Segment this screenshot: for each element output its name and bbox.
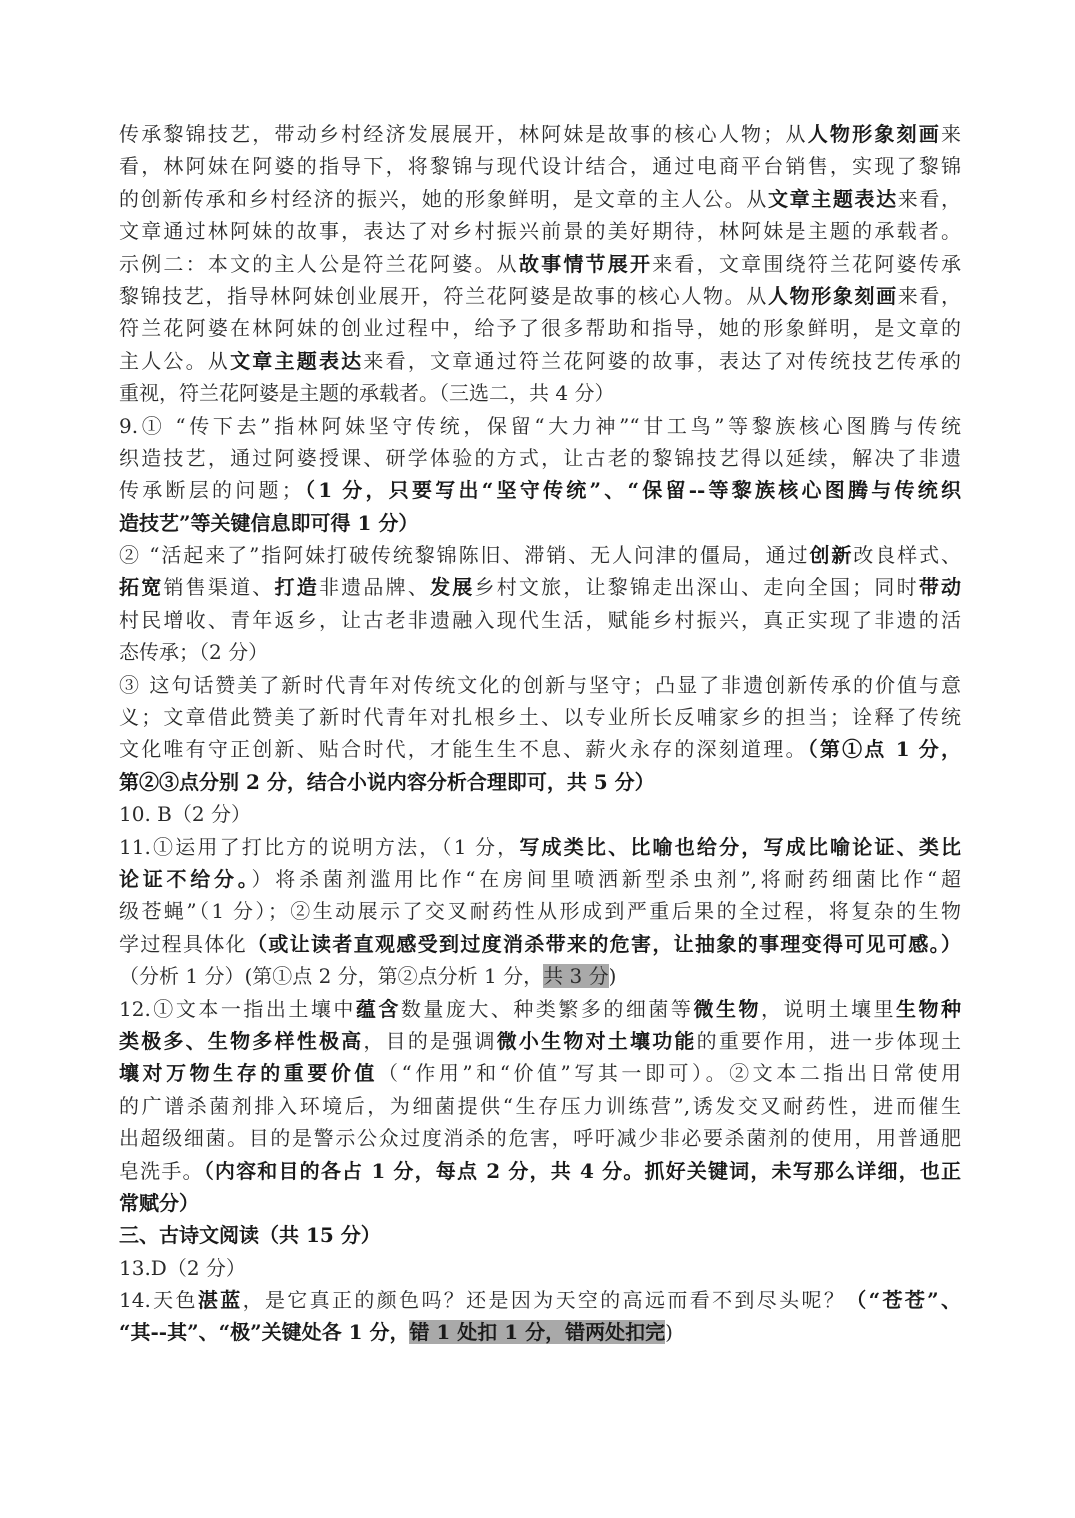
bold-text: 壤对万物生存的重要价值 <box>119 1061 378 1086</box>
bold-text: 微生物 <box>693 996 761 1021</box>
bold-text: 拓宽 <box>119 575 164 600</box>
bold-text: 论证不给分。 <box>119 866 252 891</box>
text-line <box>119 831 961 863</box>
text-segment: 的广谱杀菌剂排入环境后，为细菌提供“生存压力训练营”,诱发交叉耐药性，进而催生 <box>119 1093 961 1118</box>
bold-text: 创新 <box>809 543 854 568</box>
bold-text: （或让读者直观感受到过度消杀带来的危害，让抽象的事理变得可见可感。） <box>247 931 961 956</box>
text-segment: 传承断层的问题； <box>119 478 302 503</box>
text-segment: ，是它真正的颜色吗？还是因为天空的高远而看不到尽头呢？ <box>242 1288 847 1313</box>
text-segment: 看，林阿妹在阿婆的指导下，将黎锦与现代设计结合，通过电商平台销售，实现了黎锦 <box>119 154 961 179</box>
text-segment: 示例二：本文的主人公是符兰花阿婆。从 <box>119 251 519 276</box>
text-line <box>119 798 961 830</box>
text-segment: ② “活起来了”指阿妹打破传统黎锦陈旧、滞销、无人问津的僵局，通过 <box>119 543 810 568</box>
text-segment: （“作用”和“价值”写其一即可）。②文本二指出日常使用 <box>377 1061 962 1086</box>
text-segment: 来看，文章通过符兰花阿婆的故事，表达了对传统技艺传承的 <box>363 348 962 373</box>
text-line <box>119 442 961 474</box>
text-line <box>119 960 961 992</box>
bold-text: 故事情节展开 <box>518 251 653 276</box>
text-segment: 乡村文旅，让黎锦走出深山、走向全国；同时 <box>474 575 919 600</box>
bold-text: 带动 <box>918 575 962 600</box>
text-line <box>119 150 961 182</box>
text-segment: 的重要作用，进一步体现土 <box>696 1028 962 1053</box>
bold-text: 三、古诗文阅读（共 15 分） <box>119 1223 381 1248</box>
text-segment: 来看，文章围绕符兰花阿婆传承 <box>652 251 962 276</box>
text-segment: ，目的是强调 <box>363 1028 497 1053</box>
text-segment: （分析 1 分）(第①点 2 分，第②点分析 1 分， <box>119 964 544 989</box>
text-line <box>119 345 961 377</box>
bold-text: 发展 <box>430 575 475 600</box>
text-line <box>119 1122 961 1154</box>
text-segment: 出超级细菌。目的是警示公众过度消杀的危害，呼吁减少非必要杀菌剂的使用，用普通肥 <box>119 1126 961 1151</box>
bold-text: （1 分，只要写出“坚守传统”、“保留--等黎族核心图腾与传统织 <box>301 478 961 503</box>
text-line <box>119 248 961 280</box>
bold-text: “其--其”、“极”关键处各 1 分， <box>119 1320 410 1345</box>
text-segment: 村民增收、青年返乡，让古老非遗融入现代生活，赋能乡村振兴，真正实现了非遗的活 <box>119 607 961 632</box>
section-heading <box>119 1219 961 1251</box>
bold-text: （内容和目的各占 1 分，每点 2 分，共 4 分。抓好关键词，未写那么详细，也正 <box>203 1158 961 1183</box>
text-line <box>119 701 961 733</box>
bold-text: 造技艺”等关键信息即可得 1 分） <box>119 510 419 535</box>
bold-text: 写成类比、比喻也给分，写成比喻论证、类比 <box>519 834 962 859</box>
text-line <box>119 993 961 1025</box>
text-line <box>119 1187 961 1219</box>
text-segment: 态传承；（2 分） <box>119 640 269 665</box>
bold-text: （第①点 1 分， <box>807 737 962 762</box>
text-line <box>119 539 961 571</box>
text-segment: 传承黎锦技艺，带动乡村经济发展展开，林阿妹是故事的核心人物；从 <box>119 122 808 146</box>
answer-key-document <box>119 118 961 1349</box>
text-segment: 数量庞大、种类繁多的细菌等 <box>400 996 694 1021</box>
text-line <box>119 733 961 765</box>
text-segment: 符兰花阿婆在林阿妹的创业过程中，给予了很多帮助和指导，她的形象鲜明，是文章的 <box>119 316 961 341</box>
text-segment: 来 <box>941 122 962 146</box>
text-line <box>119 604 961 636</box>
text-line <box>119 1316 961 1348</box>
text-line <box>119 1155 961 1187</box>
text-line <box>119 863 961 895</box>
text-segment: 学过程具体化 <box>119 931 247 956</box>
bold-text: 微小生物对土壤功能 <box>496 1028 697 1053</box>
text-segment: ，说明土壤里 <box>760 996 896 1021</box>
text-segment: 级苍蝇”（1 分）；②生动展示了交叉耐药性从形成到严重后果的全过程，将复杂的生物 <box>119 899 961 924</box>
text-segment: 文化唯有守正创新、贴合时代，才能生生不息、薪火永存的深刻道理。 <box>119 737 808 762</box>
text-segment: 12.①文本一指出土壤中 <box>119 996 356 1021</box>
bold-text: 文章主题表达 <box>767 186 898 211</box>
bold-text: （“苍苍”、 <box>846 1288 962 1313</box>
text-line <box>119 669 961 701</box>
text-line <box>119 636 961 668</box>
bold-text: 常赋分） <box>119 1190 199 1215</box>
text-segment: 文章通过林阿妹的故事，表达了对乡村振兴前景的美好期待，林阿妹是主题的承载者。 <box>119 219 961 244</box>
text-segment: 来看， <box>897 283 962 308</box>
highlighted-text: 共 3 分 <box>543 964 609 989</box>
text-segment: 义；文章借此赞美了新时代青年对扎根乡土、以专业所长反哺家乡的担当；诠释了传统 <box>119 705 961 730</box>
text-line <box>119 507 961 539</box>
text-line <box>119 1057 961 1089</box>
text-segment: 11.①运用了打比方的说明方法，（1 分， <box>119 834 520 859</box>
text-line <box>119 895 961 927</box>
text-line <box>119 118 961 150</box>
text-line <box>119 410 961 442</box>
text-segment: 14.天色 <box>119 1288 198 1313</box>
text-segment: 的创新传承和乡村经济的振兴，她的形象鲜明，是文章的主人公。从 <box>119 186 768 211</box>
text-segment: 黎锦技艺，指导林阿妹创业展开，符兰花阿婆是故事的核心人物。从 <box>119 283 768 308</box>
text-segment: 13.D（2 分） <box>119 1255 246 1280</box>
bold-text: 人物形象刻画 <box>767 283 898 308</box>
bold-text: 文章主题表达 <box>230 348 364 373</box>
text-line <box>119 1284 961 1316</box>
text-segment: 销售渠道、 <box>163 575 275 600</box>
text-line <box>119 280 961 312</box>
text-segment: 非遗品牌、 <box>318 575 431 600</box>
text-line <box>119 1252 961 1284</box>
text-line <box>119 571 961 603</box>
bold-text: 打造 <box>274 575 319 600</box>
bold-text: 生物种 <box>896 996 962 1021</box>
text-line <box>119 1025 961 1057</box>
text-segment: 皂洗手。 <box>119 1158 204 1183</box>
text-line <box>119 928 961 960</box>
text-line <box>119 183 961 215</box>
text-segment: ③ 这句话赞美了新时代青年对传统文化的创新与坚守；凸显了非遗创新传承的价值与意 <box>119 672 961 697</box>
text-line <box>119 1090 961 1122</box>
text-line <box>119 312 961 344</box>
text-segment: ) <box>608 964 617 989</box>
text-line <box>119 215 961 247</box>
bold-text: 第②③点分别 2 分，结合小说内容分析合理即可，共 5 分） <box>119 769 655 794</box>
text-segment: 10. B（2 分） <box>119 802 251 827</box>
bold-text: 人物形象刻画 <box>807 122 942 146</box>
text-line <box>119 377 961 409</box>
text-line <box>119 474 961 506</box>
text-segment: ）将杀菌剂滥用比作“在房间里喷洒新型杀虫剂”,将耐药细菌比作“超 <box>251 866 962 891</box>
highlighted-text: 错 1 处扣 1 分，错两处扣完 <box>409 1320 666 1345</box>
text-segment: 来看， <box>897 186 962 211</box>
bold-text: 蕴含 <box>355 996 401 1021</box>
bold-text: 湛蓝 <box>197 1288 243 1313</box>
text-segment: 重视，符兰花阿婆是主题的承载者。（三选二，共 4 分） <box>119 381 615 406</box>
text-segment: 改良样式、 <box>853 543 962 568</box>
bold-text: 类极多、生物多样性极高 <box>119 1028 364 1053</box>
text-segment: 9.① “传下去”指林阿妹坚守传统，保留“大力神”“甘工鸟”等黎族核心图腾与传统 <box>119 413 961 438</box>
text-segment: 织造技艺，通过阿婆授课、研学体验的方式，让古老的黎锦技艺得以延续，解决了非遗 <box>119 445 961 470</box>
text-segment: ) <box>665 1320 673 1345</box>
text-line <box>119 766 961 798</box>
text-segment: 主人公。从 <box>119 348 231 373</box>
